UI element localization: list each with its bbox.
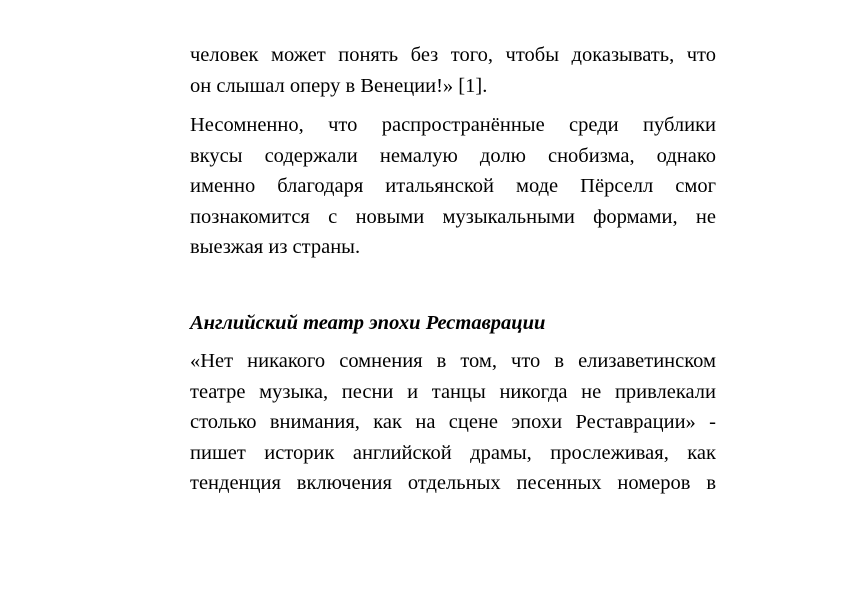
text-line: человек может понять без того, чтобы доказывать, что [190, 44, 716, 66]
text-line: тенденция включения отдельных песенных номеров в [190, 472, 716, 494]
text-line: театре музыка, песни и танцы никогда не привлекали [190, 380, 716, 403]
text-line: познакомится с новыми музыкальными формами, не [190, 205, 716, 228]
text-line: столько внимания, как на сцене эпохи Реставрации» - [190, 411, 716, 433]
text-line: Несомненно, что распространённые среди публики [190, 114, 716, 136]
text-line: выезжая из страны. [190, 236, 361, 258]
text-column [190, 40, 716, 499]
section-heading: Английский театр эпохи Реставрации [190, 311, 546, 334]
text-line: он слышал оперу в Венеции!» [1]. [190, 74, 488, 97]
text-line: вкусы содержали немалую долю снобизма, однако [190, 144, 716, 167]
text-line: «Нет никакого сомнения в том, что в елизаветинском [190, 350, 716, 372]
text-line: пишет историк английской драмы, прослеживая, как [190, 441, 716, 464]
paragraph-1 [190, 40, 716, 101]
paragraph-3 [190, 346, 716, 499]
text-line: именно благодаря итальянской моде Пёрселл смог [190, 175, 716, 197]
paragraph-2 [190, 110, 716, 263]
